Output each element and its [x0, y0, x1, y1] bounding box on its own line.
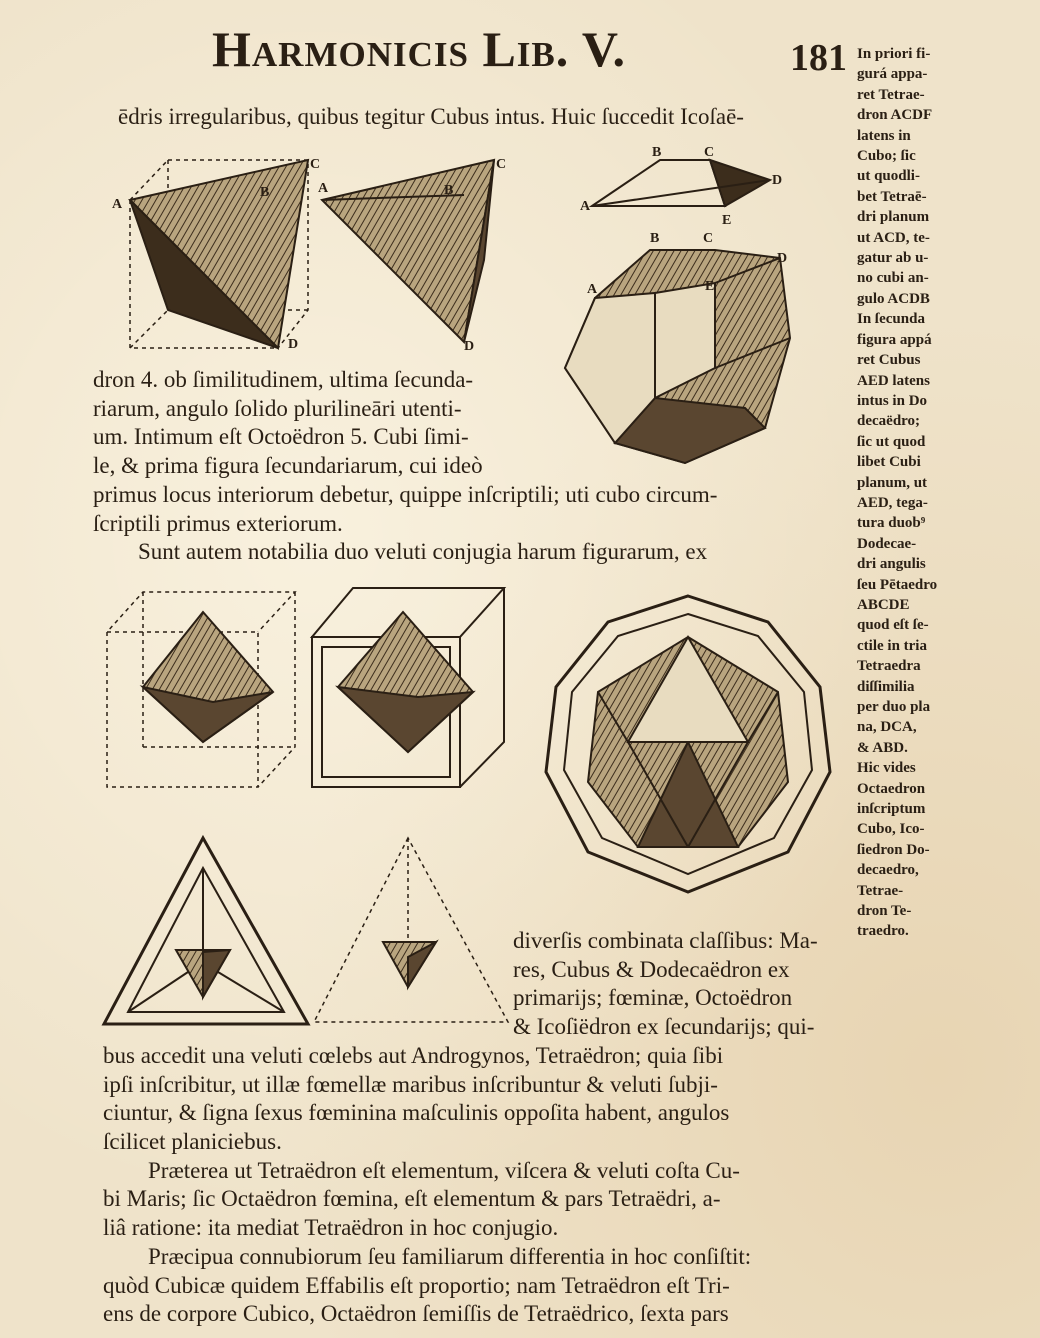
text-line: primus locus interiorum debetur, quippe inſcriptili; uti cubo circum- — [93, 482, 718, 507]
marginal-note-line: dri planum — [857, 209, 930, 226]
text-line: Sunt autem notabilia duo veluti conjugia harum figurarum, ex — [138, 539, 708, 565]
octahedron-in-cube-frame-figure — [308, 582, 508, 794]
text-line: riarum, angulo ſolido plurilineāri utenti- — [93, 395, 462, 421]
tetrahedron-in-tetrahedron-figure — [98, 832, 313, 1032]
figure-label: A — [112, 197, 123, 212]
marginal-note-line: Dodecae- — [857, 535, 917, 552]
figure-label: C — [310, 157, 321, 172]
marginal-note-line: libet Cubi — [857, 454, 921, 471]
marginal-note-line: na, DCA, — [857, 719, 917, 736]
figure-label: A — [580, 199, 591, 214]
figure-label: B — [650, 231, 660, 246]
text-line: liâ ratione: ita mediat Tetraëdron in hoc conjugio. — [103, 1215, 559, 1241]
marginal-note-line: ſeu Pētaedro — [857, 576, 938, 593]
figure-label: B — [652, 145, 662, 160]
octahedron-in-cube-figure — [103, 582, 303, 794]
marginal-note-line: dri angulis — [857, 556, 926, 573]
tetrahedron-in-dashed-tetrahedron-figure — [308, 832, 513, 1032]
marginal-note-line: Hic vides — [857, 760, 916, 777]
marginal-note-line: ut quodli- — [857, 168, 920, 185]
marginal-note-line: decaëdro; — [857, 413, 921, 430]
marginal-note-line: tura duob⁹ — [857, 515, 926, 532]
marginal-note-line: AED latens — [857, 372, 930, 389]
text-line: um. Intimum eſt Octoëdron 5. Cubi ſimi- — [93, 424, 469, 450]
marginal-note-line: Tetrae- — [857, 882, 904, 899]
text-line: Præcipua connubiorum ſeu familiarum differentia in hoc conſiſtit: — [148, 1243, 752, 1269]
text-line: bi Maris; ſic Octaëdron fœmina, eſt elementum & pars Tetraëdri, a- — [103, 1186, 721, 1212]
text-line: Præterea ut Tetraëdron eſt elementum, viſcera & veluti coſta Cu- — [148, 1157, 740, 1183]
text-line: ipſi inſcribitur, ut illæ fœmellæ maribus inſcribuntur & veluti ſubji- — [103, 1071, 718, 1097]
figure-label: D — [777, 251, 788, 266]
marginal-note-line: ut ACD, te- — [857, 229, 930, 246]
marginal-note-line: traedro. — [857, 923, 909, 940]
figure-label: E — [722, 213, 732, 228]
figure-label: B — [260, 185, 270, 200]
figure-label: C — [703, 231, 714, 246]
text-line: quòd Cubicæ quidem Effabilis eſt proportio; nam Tetraëdron eſt Tri- — [103, 1272, 730, 1298]
tetrahedron-in-cube-figure — [108, 150, 321, 360]
marginal-note-line: Cubo, Ico- — [857, 821, 925, 838]
figure-label: C — [496, 157, 507, 172]
text-block-3 — [513, 927, 818, 1042]
marginal-note-line: Cubo; ſic — [857, 148, 916, 165]
text-line: dron 4. ob ſimilitudinem, ultima ſecunda- — [93, 367, 474, 392]
marginal-note-line: ſiedron Do- — [857, 841, 930, 858]
marginal-note-line: no cubi an- — [857, 270, 929, 287]
marginal-note-line: gulo ACDB — [857, 290, 930, 307]
text-line: ciuntur, & ſigna ſexus fœminina maſculinis oppoſita habent, angulos — [103, 1100, 730, 1126]
roof-figure — [580, 140, 790, 230]
marginal-note-line: ctile in tria — [857, 637, 927, 654]
text-line: & Icoſiëdron ex ſecundarijs; qui- — [513, 1014, 815, 1040]
text-block-2 — [93, 481, 717, 567]
figure-label: D — [288, 337, 299, 352]
figure-label: A — [318, 181, 329, 196]
marginal-note-line: In priori fi- — [857, 46, 931, 62]
figure-label: D — [772, 173, 783, 188]
marginal-note-line: diſſimilia — [857, 678, 915, 695]
marginal-note-line: Octaedron — [857, 780, 926, 797]
marginal-note-line: intus in Do — [857, 392, 928, 409]
text-line: diverſis combinata claſſibus: Ma- — [513, 928, 818, 953]
text-line: res, Cubus & Dodecaëdron ex — [513, 956, 790, 982]
running-head: Harmonicis Lib. V. — [212, 21, 627, 77]
marginal-note-line: gurá appa- — [857, 66, 928, 83]
marginal-note-line: latens in — [857, 127, 911, 144]
marginal-note-line: quod eſt ſe- — [857, 617, 929, 634]
figure-label: E — [705, 279, 715, 294]
marginal-note-line: decaedro, — [857, 862, 919, 879]
text-line: primarijs; fœminæ, Octoëdron — [513, 985, 793, 1011]
marginal-note-line: Tetraedra — [857, 658, 921, 675]
marginal-note-line: per duo pla — [857, 699, 931, 715]
text-block-1 — [93, 366, 483, 481]
icosahedron-in-dodecahedron-figure — [538, 592, 838, 897]
marginal-note-line: & ABD. — [857, 739, 908, 756]
marginal-note-line: gatur ab u- — [857, 250, 929, 267]
figure-label: D — [464, 339, 475, 354]
marginal-note-line: bet Tetraē- — [857, 188, 927, 205]
figure-label: B — [444, 183, 454, 198]
text-line: ſcriptili primus exteriorum. — [93, 510, 343, 536]
text-line: ens de corpore Cubico, Octaëdron ſemiſſis de Tetraëdrico, ſexta pars — [103, 1301, 729, 1327]
marginal-note-line: In ſecunda — [857, 311, 925, 328]
marginal-note-line: dron Te- — [857, 903, 912, 920]
marginal-note-line: inſcriptum — [857, 801, 926, 818]
marginal-note-line: dron ACDF — [857, 107, 933, 124]
marginal-note-line: AED, tega- — [857, 494, 928, 511]
text-line: ēdris irregularibus, quibus tegitur Cubus intus. Huic ſuccedit Icoſaē- — [118, 104, 744, 129]
dodecahedron-figure — [555, 228, 800, 473]
figure-label: A — [587, 282, 598, 297]
text-line: ſcilicet planiciebus. — [103, 1129, 282, 1155]
marginal-note-line: ABCDE — [857, 596, 910, 613]
marginal-note-line: ret Tetrae- — [857, 86, 925, 103]
marginal-note-line: planum, ut — [857, 474, 928, 491]
text-line-top — [118, 103, 744, 132]
text-line: bus accedit una veluti cœlebs aut Androgynos, Tetraëdron; quia ſibi — [103, 1043, 724, 1068]
text-line: le, & prima figura ſecundariarum, cui ideò — [93, 453, 483, 479]
text-block-4 — [103, 1042, 751, 1329]
marginal-note-line: ſic ut quod — [857, 433, 926, 450]
page-number: 181 — [790, 37, 847, 79]
figure-label: C — [704, 145, 715, 160]
marginal-note-line: ret Cubus — [857, 352, 921, 369]
marginal-note-line: figura appá — [857, 331, 932, 348]
marginal-note — [857, 44, 937, 942]
tetrahedron-figure — [314, 150, 514, 355]
